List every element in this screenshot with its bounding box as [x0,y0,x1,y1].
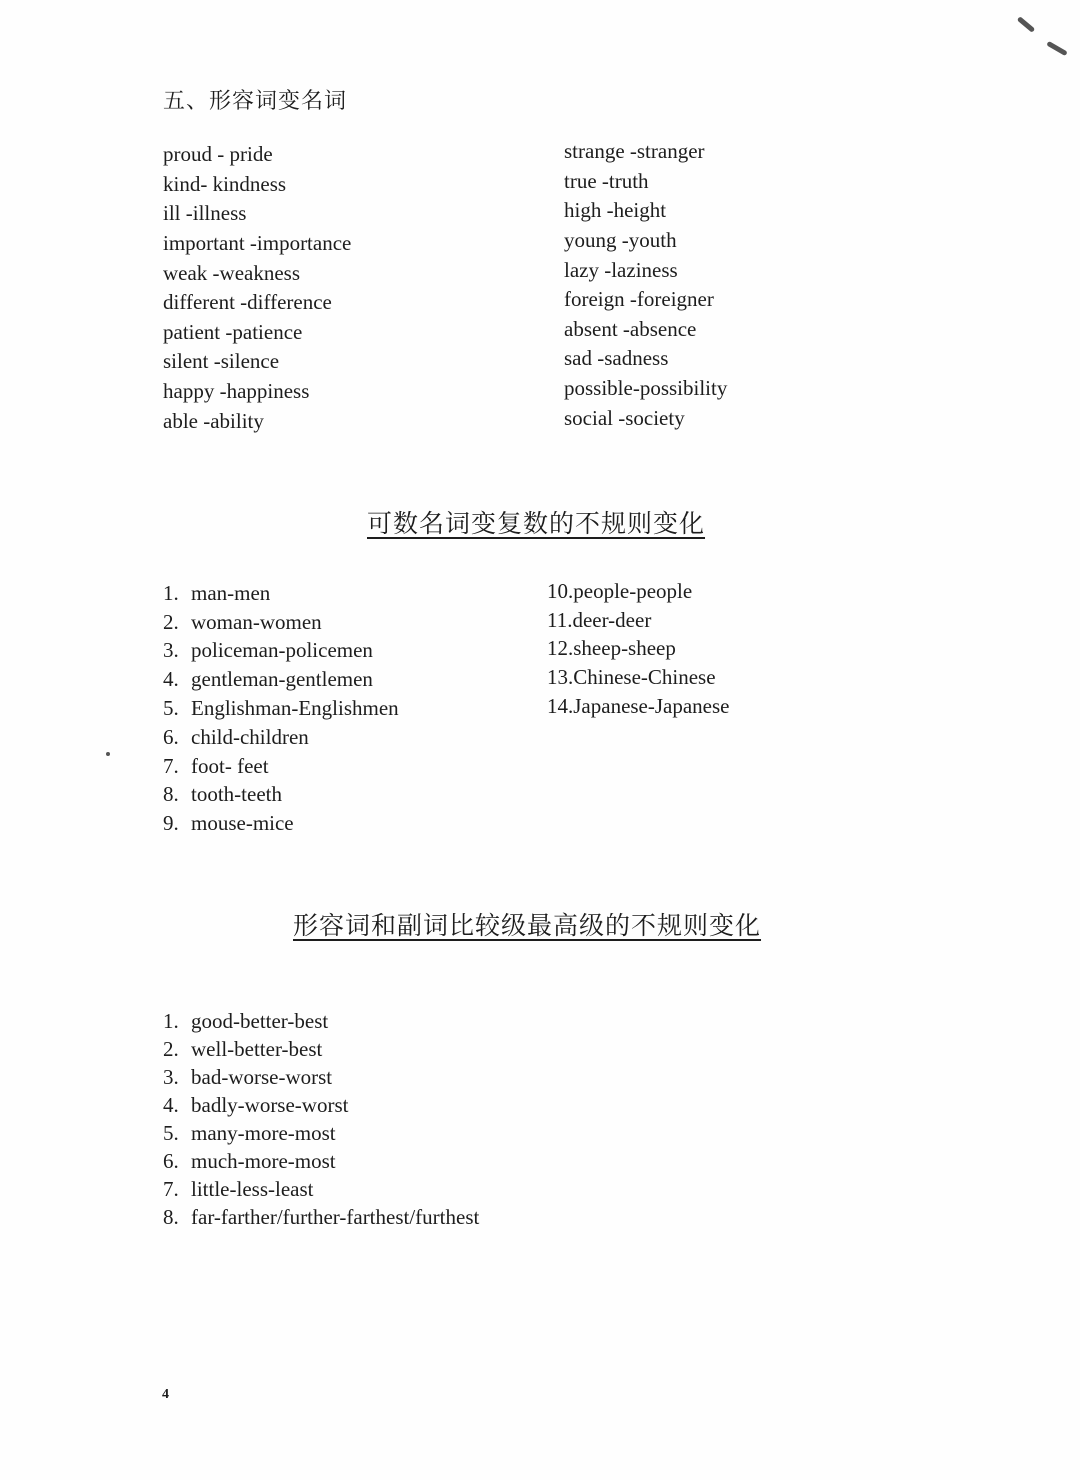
item-number: 2. [163,1036,179,1061]
list-item: important -importance [163,231,352,256]
adjective-noun-list-left [163,140,351,436]
list-item [163,1147,479,1175]
list-item [163,608,399,637]
list-item: absent -absence [564,316,697,341]
comparison-list [163,1007,479,1231]
item-text: little-less-least [191,1176,314,1201]
list-item: proud - pride [163,142,273,167]
item-text: good-better-best [191,1008,329,1033]
list-item: kind- kindness [163,171,287,196]
item-number: 7. [163,753,179,778]
list-item [163,1091,479,1119]
item-text: gentleman-gentlemen [191,667,373,692]
item-number: 8. [163,782,179,807]
item-number: 6. [163,724,179,749]
scan-mark [1046,41,1068,56]
list-item [163,579,399,608]
item-number: 4. [163,1092,179,1117]
item-number: 3. [163,1064,179,1089]
list-item: 12.sheep-sheep [547,636,676,661]
item-text: mouse-mice [191,811,294,836]
list-item [163,1035,479,1063]
item-text: much-more-most [191,1148,336,1173]
item-text: man-men [191,580,271,605]
list-item: silent -silence [163,349,280,374]
page-number: 4 [162,1387,169,1402]
item-text: bad-worse-worst [191,1064,333,1089]
list-item [163,752,399,781]
section-heading: 可数名词变复数的不规则变化 [367,509,706,538]
list-item: high -height [564,198,667,223]
list-item [163,723,399,752]
item-text: many-more-most [191,1120,336,1145]
list-item [163,694,399,723]
item-text: woman-women [191,609,322,634]
list-item: true -truth [564,168,649,193]
item-number: 2. [163,609,179,634]
list-item: foreign -foreigner [564,287,714,312]
list-item: ill -illness [163,201,247,226]
section-heading: 五、形容词变名词 [163,89,348,114]
item-text: tooth-teeth [191,782,282,807]
list-item: 13.Chinese-Chinese [547,665,716,690]
item-text: badly-worse-worst [191,1092,349,1117]
list-item: sad -sadness [564,346,669,371]
list-item: possible-possibility [564,376,728,401]
item-text: Englishman-Englishmen [191,696,399,721]
item-text: policeman-policemen [191,638,373,663]
adjective-noun-list-right [564,137,727,433]
scan-mark [1017,16,1036,33]
list-item: patient -patience [163,319,303,344]
item-text: foot- feet [191,753,269,778]
item-text: well-better-best [191,1036,323,1061]
item-number: 1. [163,580,179,605]
list-item [163,637,399,666]
item-text: child-children [191,724,309,749]
list-item [163,665,399,694]
scan-dot [106,752,110,756]
list-item: strange -stranger [564,139,705,164]
plural-list-right [547,577,730,721]
item-number: 7. [163,1176,179,1201]
item-text: far-farther/further-farthest/furthest [191,1204,480,1229]
plural-list-left [163,579,399,838]
item-number: 9. [163,811,179,836]
list-item [163,781,399,810]
list-item [163,1007,479,1035]
item-number: 6. [163,1148,179,1173]
list-item: 10.people-people [547,578,693,603]
list-item: able -ability [163,408,264,433]
list-item: 14.Japanese-Japanese [547,694,730,719]
item-number: 3. [163,638,179,663]
list-item [163,1175,479,1203]
list-item [163,1063,479,1091]
list-item: 11.deer-deer [547,607,652,632]
item-number: 4. [163,667,179,692]
list-item [163,1119,479,1147]
list-item: lazy -laziness [564,257,678,282]
item-number: 8. [163,1204,179,1229]
list-item: different -difference [163,290,332,315]
list-item [163,1203,479,1231]
item-number: 5. [163,696,179,721]
list-item: young -youth [564,228,677,253]
list-item: happy -happiness [163,379,310,404]
section-heading: 形容词和副词比较级最高级的不规则变化 [293,911,762,940]
item-number: 1. [163,1008,179,1033]
item-number: 5. [163,1120,179,1145]
list-item: social -society [564,405,685,430]
list-item [163,809,399,838]
list-item: weak -weakness [163,260,301,285]
